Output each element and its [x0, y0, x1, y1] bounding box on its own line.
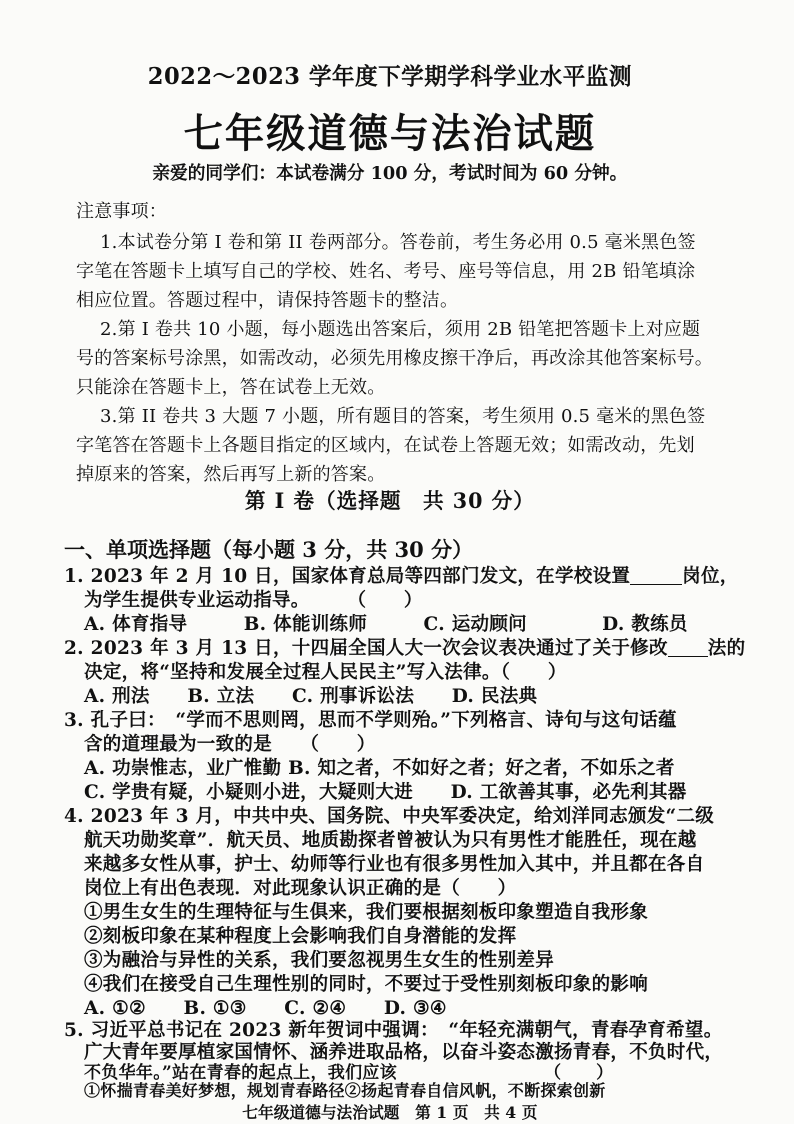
question-text: 决定，将“坚持和发展全过程人民民主”写入法律。（ ）	[84, 662, 567, 683]
notice-line: 2.第 I 卷共 10 小题，每小题选出答案后，须用 2B 铅笔把答题卡上对应题	[100, 319, 701, 340]
question-options: A. 功崇惟志，业广惟勤 B. 知之者，不如好之者；好之者，不如乐之者	[84, 758, 675, 779]
question-options: A. 体育指导 B. 体能训练师 C. 运动顾问 D. 教练员	[84, 614, 688, 635]
question-4: 4. 2023 年 3 月，中共中央、国务院、中央军委决定，给刘洋同志颁发“二级	[64, 806, 715, 827]
question-text: 航天功勋奖章”．航天员、地质勘探者曾被认为只有男性才能胜任，现在越	[84, 830, 697, 851]
exam-intro: 亲爱的同学们：本试卷满分 100 分，考试时间为 60 分钟。	[152, 163, 628, 184]
statement: ③为融洽与异性的关系，我们要忽视男生女生的性别差异	[84, 950, 555, 971]
question-text: 2. 2023 年 3 月 13 日，十四届全国人大一次会议表决通过了关于修改	[64, 638, 668, 659]
question-options: A. ①② B. ①③ C. ②④ D. ③④	[84, 998, 447, 1019]
question-3: 3. 孔子曰： “学而不思则罔，思而不学则殆。”下列格言、诗句与这句话蕴	[64, 710, 677, 731]
answer-blank	[630, 566, 682, 586]
notice-line: 字笔在答题卡上填写自己的学校、姓名、考号、座号等信息，用 2B 铅笔填涂	[76, 261, 696, 282]
section-title: 第 I 卷（选择题 共 30 分）	[244, 488, 535, 513]
question-options: A. 刑法 B. 立法 C. 刑事诉讼法 D. 民法典	[84, 686, 538, 707]
notice-line: 1.本试卷分第 I 卷和第 II 卷两部分。答卷前，考生务必用 0.5 毫米黑色签	[100, 232, 696, 253]
question-text: 1. 2023 年 2 月 10 日，国家体育总局等四部门发文，在学校设置	[64, 566, 631, 587]
statement: ④我们在接受自己生理性别的同时，不要过于受性别刻板印象的影响	[84, 974, 649, 995]
question-text: 为学生提供专业运动指导。 （ ）	[84, 590, 423, 611]
exam-subtitle: 2022～2023 学年度下学期学科学业水平监测	[147, 63, 632, 90]
notice-line: 3.第 II 卷共 3 大题 7 小题，所有题目的答案，考生须用 0.5 毫米的黑色签	[100, 406, 706, 427]
notice-line: 字笔答在答题卡上各题目指定的区域内，在试卷上答题无效；如需改动，先划	[76, 435, 695, 456]
question-5: 5. 习近平总书记在 2023 新年贺词中强调： “年轻充满朝气，青春孕育希望。	[64, 1020, 723, 1041]
statement: ①男生女生的生理特征与生俱来，我们要根据刻板印象塑造自我形象	[84, 902, 649, 923]
question-text: 来越多女性从事，护士、幼师等行业也有很多男性加入其中，并且都在各自	[84, 854, 705, 875]
question-text: 岗位上有出色表现．对此现象认识正确的是（ ）	[84, 878, 517, 899]
question-options: C. 学贵有疑，小疑则小进，大疑则大进 D. 工欲善其事，必先利其器	[84, 782, 687, 803]
answer-blank	[668, 638, 708, 658]
question-text: 含的道理最为一致的是 （ ）	[84, 734, 376, 755]
page-footer: 七年级道德与法治试题 第 1 页 共 4 页	[242, 1103, 538, 1122]
notice-heading: 注意事项：	[76, 201, 167, 222]
question-1	[64, 562, 739, 588]
question-text: 法的	[707, 638, 746, 659]
question-2	[64, 634, 745, 660]
statement: ②刻板印象在某种程度上会影响我们自身潜能的发挥	[84, 926, 517, 947]
question-text: 广大青年要厚植家国情怀、涵养进取品格，以奋斗姿态激扬青春，不负时代，	[84, 1042, 724, 1063]
notice-line: 掉原来的答案，然后再写上新的答案。	[76, 464, 386, 485]
question-text: 岗位，	[682, 566, 739, 587]
statement: ①怀揣青春美好梦想，规划青春路径②扬起青春自信风帆，不断探索创新	[84, 1081, 606, 1100]
notice-line: 只能涂在答题卡上，答在试卷上无效。	[76, 377, 386, 398]
notice-line: 号的答案标号涂黑，如需改动，必须先用橡皮擦干净后，再改涂其他答案标号。	[76, 348, 713, 369]
part-heading: 一、单项选择题（每小题 3 分，共 30 分）	[64, 537, 474, 562]
notice-line: 相应位置。答题过程中，请保持答题卡的整洁。	[76, 290, 459, 311]
question-text: 不负华年。”站在青春的起点上，我们应该 （ ）	[84, 1063, 614, 1083]
exam-title: 七年级道德与法治试题	[183, 110, 597, 157]
